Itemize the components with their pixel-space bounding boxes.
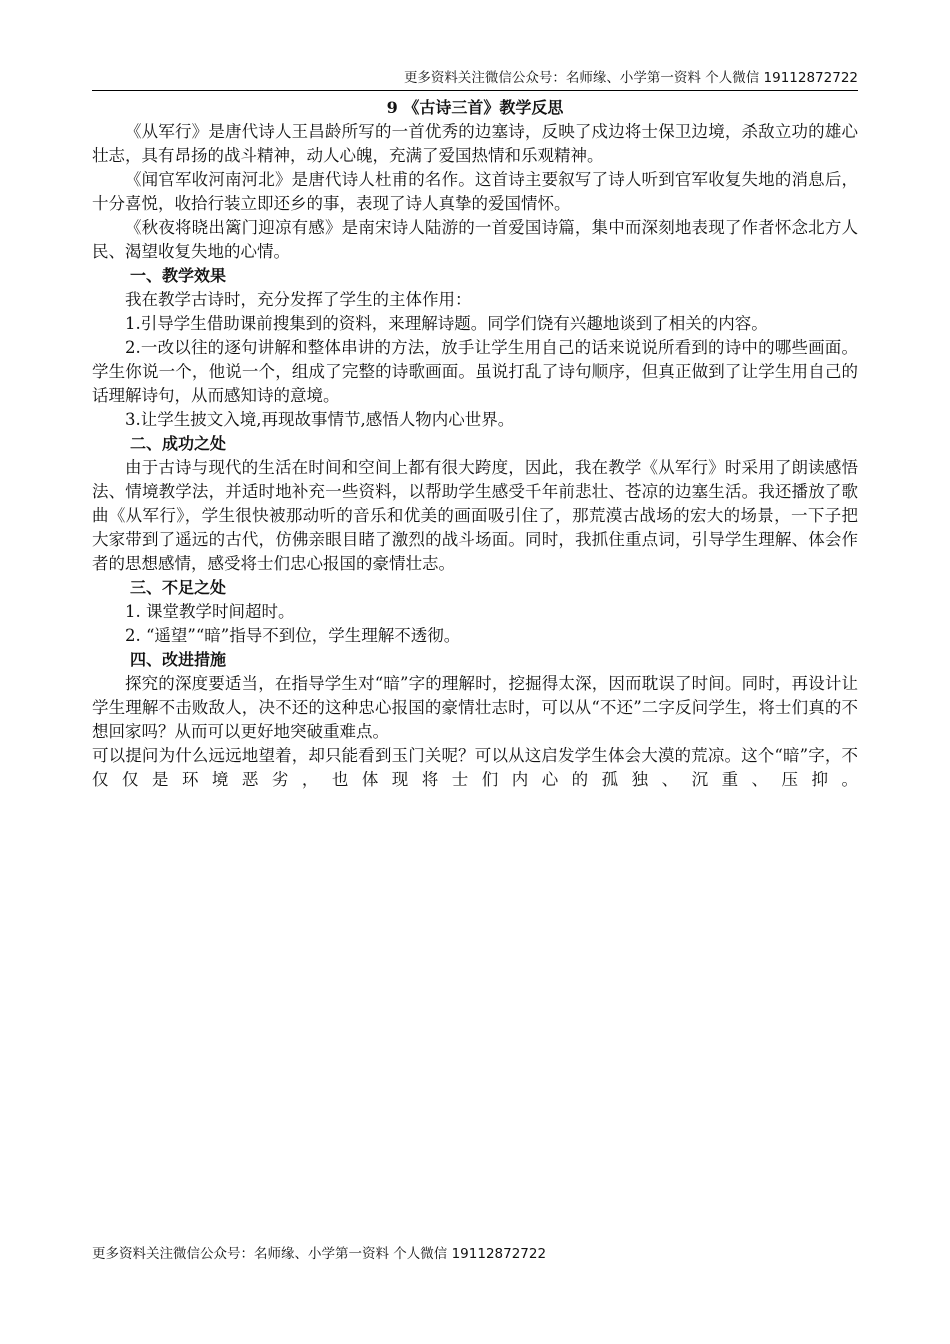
section3-item-1: 1. 课堂教学时间超时。	[125, 602, 295, 621]
section1-item-1: 1.引导学生借助课前搜集到的资料，来理解诗题。同学们饶有兴趣地谈到了相关的内容。	[125, 314, 768, 333]
footer-text: 更多资料关注微信公众号：名师缘、小学第一资料 个人微信 19112872722	[92, 1246, 547, 1262]
section-heading-successes: 二、成功之处	[130, 434, 227, 453]
document-body	[92, 96, 858, 792]
section-heading-shortcomings: 三、不足之处	[130, 578, 227, 597]
section4-extra: 可以提问为什么远远地望着，却只能看到玉门关呢？可以从这启发学生体会大漠的荒凉。这个“暗”字，不仅仅是环境恶劣，也体现将士们内心的孤独、沉重、压抑。	[92, 746, 858, 789]
header-text: 更多资料关注微信公众号：名师缘、小学第一资料 个人微信 19112872722	[403, 70, 858, 86]
section-heading-teaching-effect: 一、教学效果	[130, 266, 227, 285]
intro-paragraph-1: 《从军行》是唐代诗人王昌龄所写的一首优秀的边塞诗，反映了戍边将士保卫边境，杀敌立功的雄心壮志，具有昂扬的战斗精神，动人心魄，充满了爱国热情和乐观精神。	[92, 122, 858, 165]
section2-body: 由于古诗与现代的生活在时间和空间上都有很大跨度，因此，我在教学《从军行》时采用了朗读感悟法、情境教学法，并适时地补充一些资料，以帮助学生感受千年前悲壮、苍凉的边塞生活。我还播放了歌曲《从军行》，学生很快被那动听的音乐和优美的画面吸引住了，那荒漠古战场的宏大的场景，一下子把大家带到了遥远的古代，仿佛亲眼目睹了激烈的战斗场面。同时，我抓住重点词，引导学生理解、体会作者的思想感情，感受将士们忠心报国的豪情壮志。	[92, 458, 858, 573]
section1-item-3: 3.让学生披文入境,再现故事情节,感悟人物内心世界。	[125, 410, 515, 429]
section3-item-2: 2. “遥望”“暗”指导不到位，学生理解不透彻。	[125, 626, 461, 645]
section-heading-improvements: 四、改进措施	[130, 650, 227, 669]
page-footer	[92, 1246, 858, 1263]
intro-paragraph-3: 《秋夜将晓出篱门迎凉有感》是南宋诗人陆游的一首爱国诗篇，集中而深刻地表现了作者怀念北方人民、渴望收复失地的心情。	[92, 218, 858, 261]
page-header	[92, 70, 858, 91]
section4-body: 探究的深度要适当，在指导学生对“暗”字的理解时，挖掘得太深，因而耽误了时间。同时，再设计让学生理解不击败敌人，决不还的这种忠心报国的豪情壮志时，可以从“不还”二字反问学生，将士们真的不想回家吗？从而可以更好地突破重难点。	[92, 674, 858, 741]
section1-item-2: 2.一改以往的逐句讲解和整体串讲的方法，放手让学生用自己的话来说说所看到的诗中的哪些画面。学生你说一个，他说一个，组成了完整的诗歌画面。虽说打乱了诗句顺序，但真正做到了让学生用自己的话理解诗句，从而感知诗的意境。	[92, 338, 858, 405]
section1-lead: 我在教学古诗时，充分发挥了学生的主体作用：	[125, 290, 472, 309]
document-title: 9 《古诗三首》教学反思	[386, 98, 564, 117]
intro-paragraph-2: 《闻官军收河南河北》是唐代诗人杜甫的名作。这首诗主要叙写了诗人听到官军收复失地的消息后，十分喜悦，收拾行装立即还乡的事，表现了诗人真挚的爱国情怀。	[92, 170, 858, 213]
